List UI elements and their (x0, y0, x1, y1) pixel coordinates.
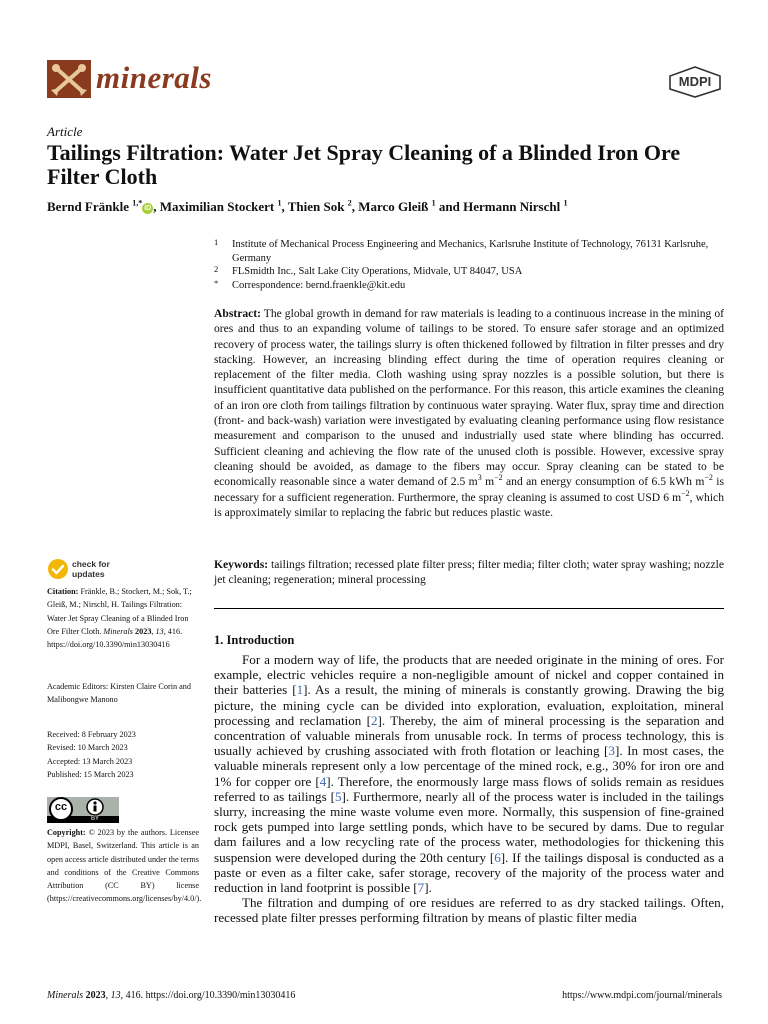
copyright-text: © 2023 by the authors. Licensee MDPI, Basel, Switzerland. This article is an open access article distributed under the terms and conditions of the Creative Commons Attribution (CC BY) license (https://creativecommons.org/licenses/by/4.0/). (47, 828, 202, 904)
introduction-paragraph (214, 652, 724, 895)
citation-label: Citation: (47, 587, 79, 596)
reference-link[interactable]: 5 (334, 788, 342, 804)
author-affiliation-mark: 2 (347, 198, 352, 208)
footer-doi[interactable]: , 416. https://doi.org/10.3390/min13030416 (120, 990, 296, 1001)
citation-volume: 13 (155, 626, 164, 636)
abstract-text: m (481, 475, 495, 489)
check-for-updates-button[interactable] (47, 557, 137, 581)
check-for-updates-icon (47, 558, 69, 580)
reference-link[interactable]: 6 (494, 849, 501, 865)
cc-text: cc (54, 801, 68, 813)
introduction-heading: 1. Introduction (214, 633, 295, 647)
citation-journal: Minerals (103, 626, 133, 636)
introduction-paragraph: The filtration and dumping of ore residues are referred to as dry stacked tailings. Often, recessed plate filter presses performing filtration by means of plastic filter media (214, 895, 724, 926)
author-affiliation-mark: 1 (431, 198, 436, 208)
affiliation-mark: 1 (214, 237, 219, 247)
paper-title: Tailings Filtration: Water Jet Spray Cleaning of a Blinded Iron Ore Filter Cloth (47, 140, 681, 189)
copyright-notice (47, 826, 202, 906)
author-name[interactable]: Thien Sok (287, 199, 345, 214)
intro-text: ]. In most cases, the valuable minerals represent only a low percentage of the mined rock, e.g., 30% for iron ore and 1% for copper ore [ (214, 743, 724, 789)
keywords (214, 557, 724, 588)
publication-dates (47, 728, 199, 781)
journal-name: minerals (96, 60, 212, 95)
abstract-text: is necessary for a sufficient regeneration. Furthermore, the spray cleaning is assumed to cost USD 6 m (214, 475, 724, 504)
intro-text: For a modern way of life, the products that are needed originate in the mining of ores. For example, electric vehicles require a non-negligible amount of nickel and copper contained in their batteries [ (214, 652, 724, 698)
keywords-label: Keywords: (214, 558, 269, 571)
affiliation-item (214, 238, 724, 265)
author-name[interactable]: Marco Gleiß (358, 199, 429, 214)
date-received: Received: 8 February 2023 (47, 730, 136, 739)
reference-link[interactable]: 3 (608, 743, 615, 759)
footer-year: 2023 (85, 990, 106, 1001)
abstract-sup: −2 (494, 473, 503, 483)
intro-text: ]. If the tailings disposal is conducted as a paste or even as a filter cake, safer storage, recovery of the majority of the process water and reduction in land footprint is possible [ (214, 849, 724, 896)
orcid-icon[interactable]: iD (144, 205, 152, 212)
check-for-updates-label (72, 559, 110, 579)
abstract-sup: 3 (477, 473, 482, 483)
reference-link[interactable]: 4 (319, 773, 327, 789)
affiliation-text[interactable]: Correspondence: bernd.fraenkle@kit.edu (232, 279, 406, 291)
affiliations (214, 238, 724, 292)
mdpi-logo (668, 66, 722, 98)
footer-journal: Minerals (47, 990, 84, 1001)
intro-text: ]. Therefore, the enormously large mass flows of solids remain as residues referred to as tailings [ (214, 773, 724, 804)
abstract-sup: −2 (681, 488, 690, 498)
intro-text: ]. Thereby, the aim of mineral processing is the separation and concentration of valuable minerals from unusable rock. In terms of process technology, this is usually achieved by crushing associated with froth flotation or leaching [ (214, 712, 724, 759)
intro-text: ]. (424, 880, 432, 896)
citation-text: Fränkle, B.; Stockert, M.; Sok, T.; Gleiß, M.; Nirschl, H. Tailings Filtration: Water Jet Spray Cleaning of a Blinded Iron Ore Filter Cloth. (47, 587, 192, 636)
reference-link[interactable]: 1 (296, 682, 304, 698)
author-affiliation-mark: 1 (277, 198, 282, 208)
author-affiliation-mark: 1 (563, 198, 568, 208)
affiliation-item (214, 279, 724, 293)
abstract-sup: −2 (704, 473, 713, 483)
author-affiliation-mark: 1,* (132, 198, 143, 208)
author-name[interactable]: Maximilian Stockert (159, 199, 275, 214)
citation-block: Citation: Fränkle, B.; Stockert, M.; Sok, T.; Gleiß, M.; Nirschl, H. Tailings Filtration: Water Jet Spray Cleaning of a Blinded Iron Ore Filter Cloth. Minerals 2023, 13, 416. https://doi.org/10.3390/min13030416 (47, 587, 192, 650)
author-name[interactable]: Hermann Nirschl (463, 199, 561, 214)
citation-doi[interactable]: , 416. https://doi.org/10.3390/min13030416 (47, 626, 183, 650)
keywords-text: tailings filtration; recessed plate filter press; filter media; filter cloth; water spray washing; nozzle jet cleaning; regeneration; mineral processing (214, 558, 724, 587)
abstract-text: The global growth in demand for raw materials is leading to a continuous increase in the mining of ores and thus to an expanding volume of tailings to be stored. To ensure safer storage and an optimized recovery of process water, the tailings slurry is often thickened followed by filtration in filter presses and dry stacking. However, an increasing blinding effect during the time of operation requires cleaning or replacement of the filter media. Cloth washing using spray nozzles is a possible solution, but there is insufficient quantitative data published on the performance. For this reason, this article examines the cleaning of an iron ore cloth from tailings filtration by continuous water spraying. Water flux, spray time and direction (front- and back-wash) variation were investigated by evaluating cleaning performance using flow resistance measurement and comparison to the unused and industrially used state where blinding has occurred. Sufficient cleaning and achieving the flow rate of the unused cloth is possible. However, excessive spray cleaning should be avoided, as damage to the fibers may occur. Spray cleaning can be stated to be economically reasonable since a water demand of 2.5 m (214, 307, 724, 489)
academic-editors: Academic Editors: Kirsten Claire Corin and Malibongwe Manono (47, 682, 191, 705)
check-updates-line2: updates (72, 569, 105, 579)
affiliation-text: FLSmidth Inc., Salt Lake City Operations, Midvale, UT 84047, USA (232, 266, 523, 278)
cc-by-text: BY (90, 816, 99, 822)
abstract-text: , which is approximately similar to replacing the fabric but reduces plastic waste. (214, 490, 724, 519)
cc-by-license-badge[interactable] (47, 797, 119, 823)
date-accepted: Accepted: 13 March 2023 (47, 756, 133, 766)
section-divider (214, 608, 724, 609)
copyright-label: Copyright: (47, 828, 86, 837)
footer-citation: Minerals 2023, 13, 416. https://doi.org/10.3390/min13030416 (47, 990, 296, 1001)
author-list: Bernd Fränkle $^{1,*}$iD , Maximilian Stockert $^1$, Thien Sok $^2$, Marco Gleiß $^1$ and Hermann Nirschl $^1$ (47, 198, 568, 214)
intro-text: ]. Furthermore, nearly all of the process water is included in the tailings slurry, increasing the mine waste volume even more. Normally, this suspension of fine-grained rock gets pumped into large settling ponds, which have to be secured by dams. Due to regular dam failures and a low recycling rate of the process water, methodologies for thickening this suspension were developed during the 20th century [ (214, 788, 724, 865)
publisher-name: MDPI (678, 74, 712, 89)
citation-year: 2023 (135, 626, 152, 636)
introduction-body (214, 652, 724, 926)
abstract (214, 306, 724, 520)
minerals-logo-icon (47, 60, 91, 98)
article-type: Article (47, 124, 83, 139)
author-name[interactable]: Bernd Fränkle (47, 199, 129, 214)
date-published: Published: 15 March 2023 (47, 769, 134, 779)
date-revised: Revised: 10 March 2023 (47, 743, 128, 753)
affiliation-mark: 2 (214, 264, 219, 275)
abstract-text: and an energy consumption of 6.5 kWh m (502, 475, 705, 489)
reference-link[interactable]: 2 (370, 712, 378, 728)
affiliation-item (214, 265, 724, 279)
footer-journal-url[interactable]: https://www.mdpi.com/journal/minerals (562, 990, 722, 1001)
affiliation-text: Institute of Mechanical Process Engineering and Mechanics, Karlsruhe Institute of Technology, 76131 Karlsruhe, Germany (232, 239, 709, 264)
abstract-label: Abstract: (214, 307, 262, 320)
reference-link[interactable]: 7 (417, 880, 425, 896)
affiliation-mark: * (214, 277, 219, 288)
check-updates-line1: check for (72, 559, 110, 569)
footer-volume: 13 (110, 990, 121, 1001)
intro-text: ]. As a result, the mining of minerals is constantly growing. Drawing the big picture, the mining cycle can be divided into exploration, evaluation, exploitation, mineral processing and reclamation [ (214, 682, 724, 728)
